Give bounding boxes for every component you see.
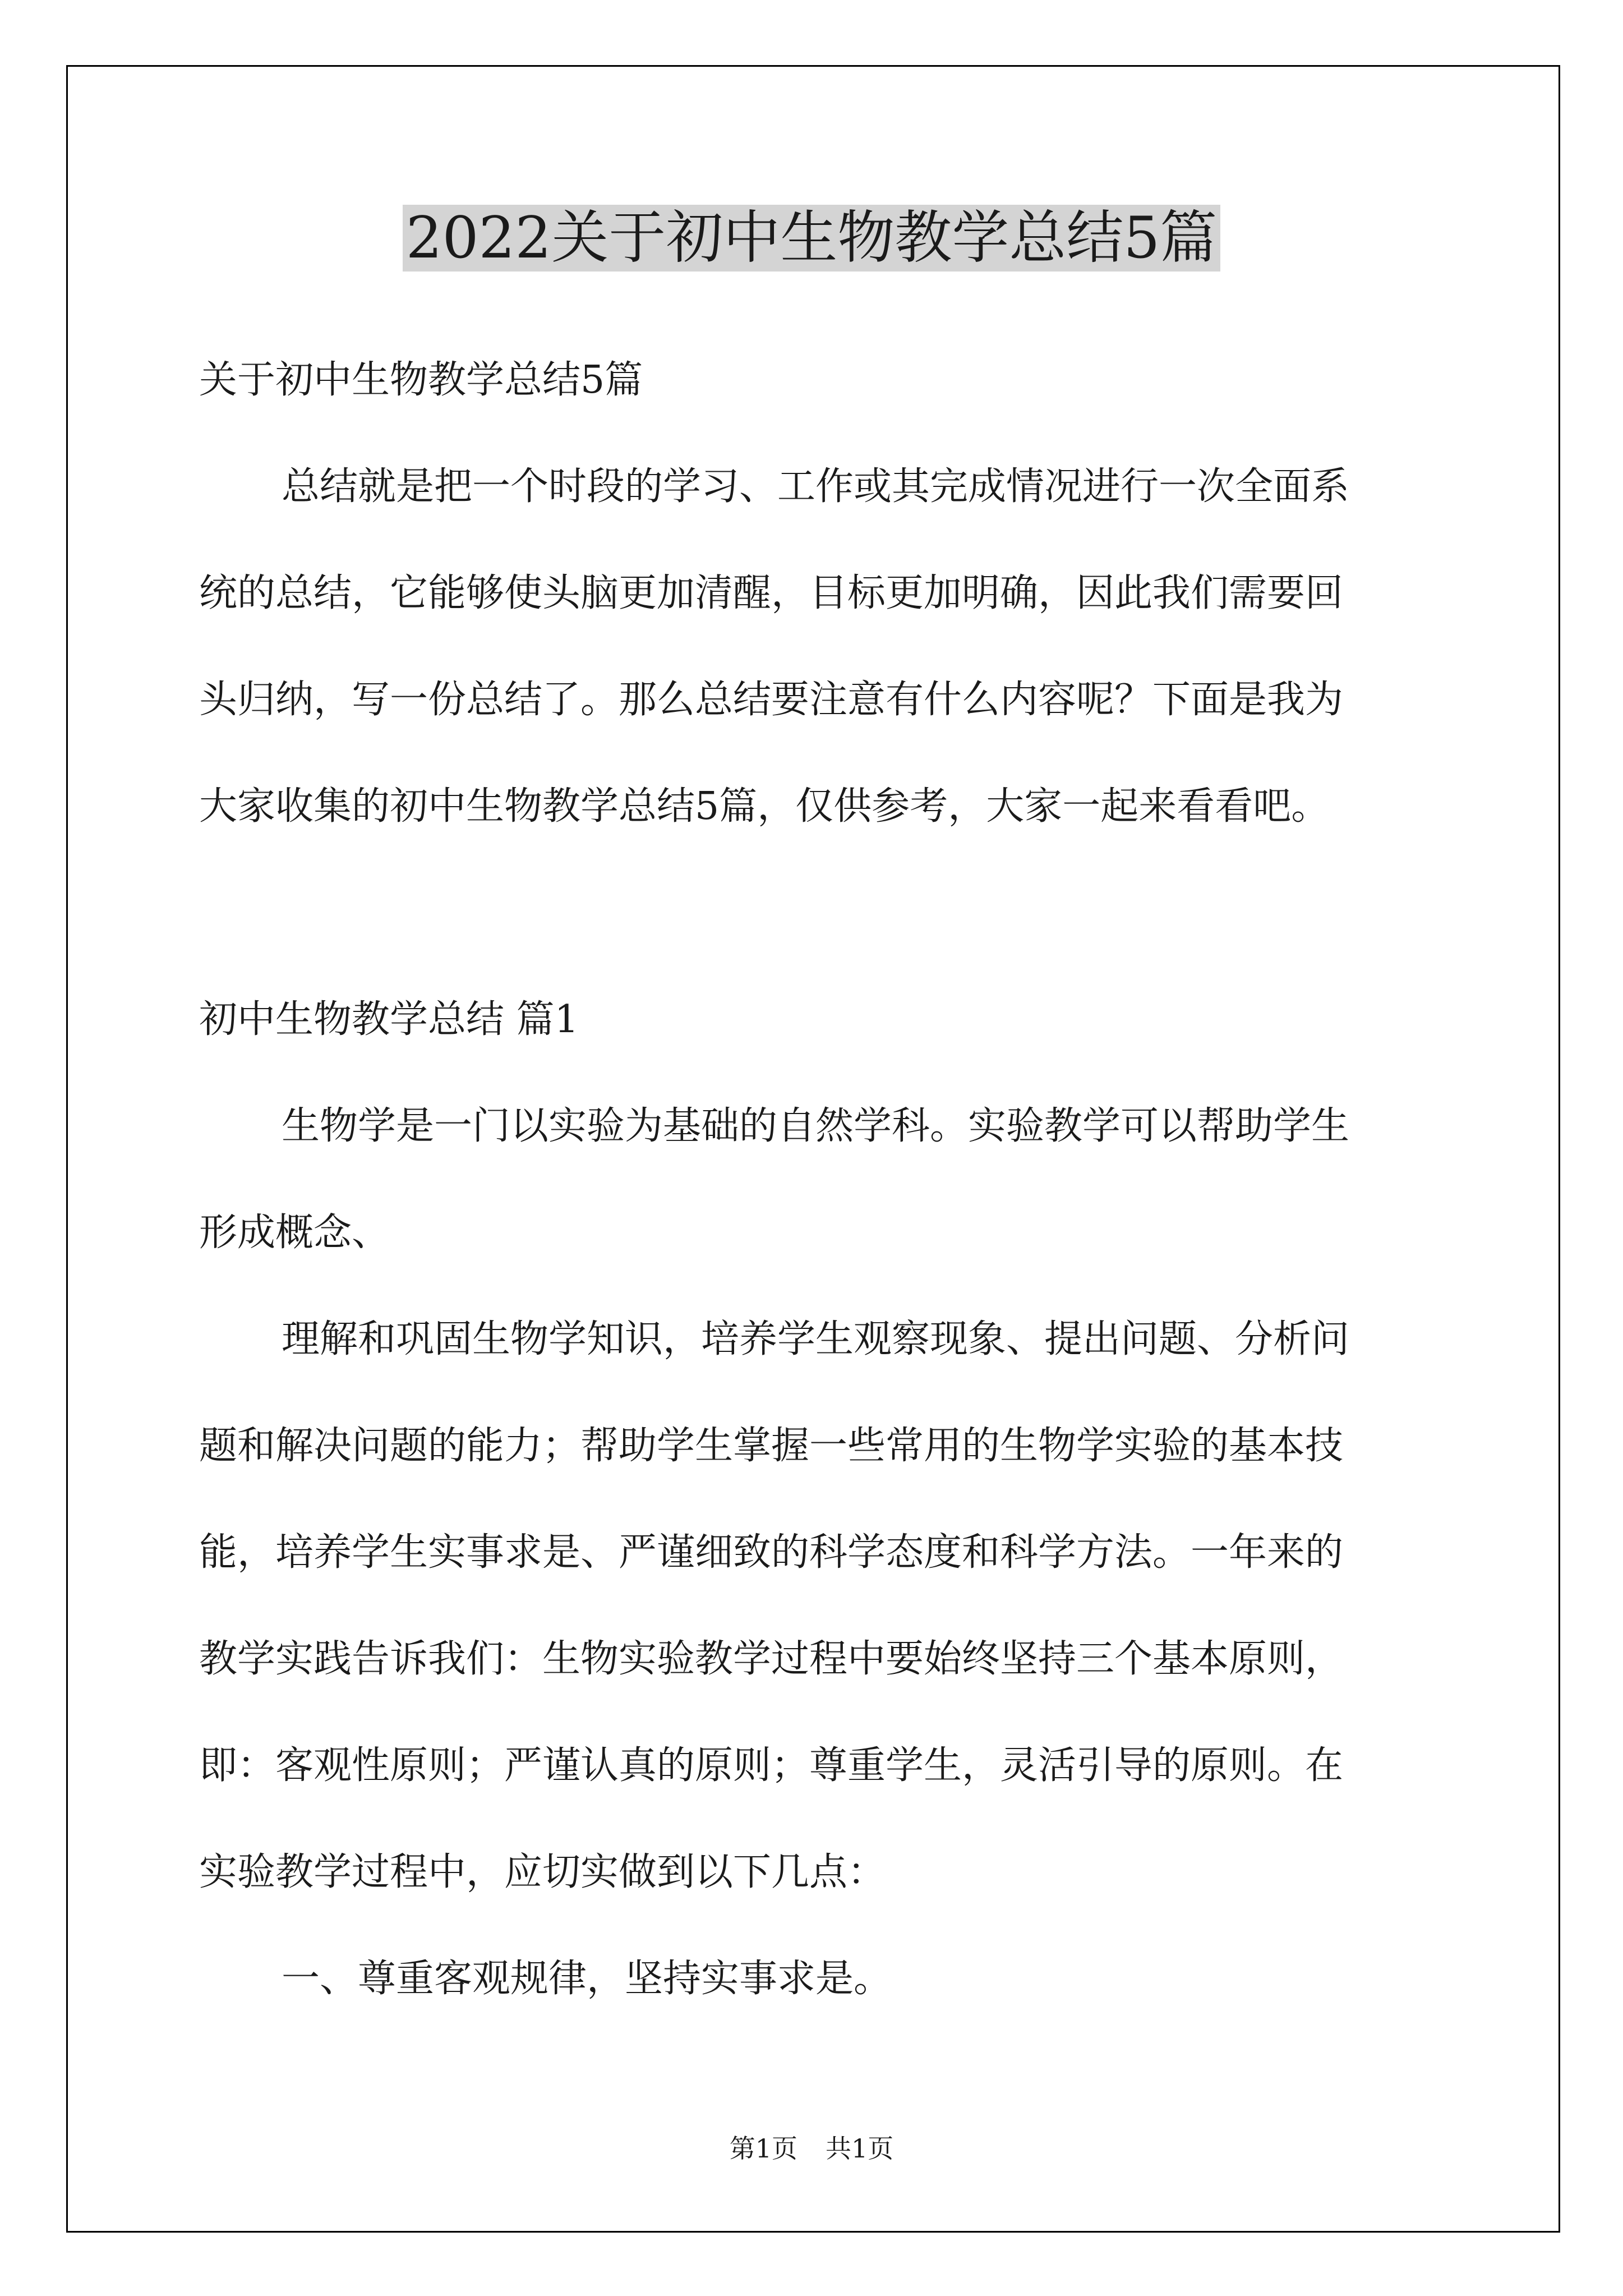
document-subtitle: 关于初中生物教学总结5篇: [199, 358, 643, 402]
page-number-total: 共1页: [826, 2133, 894, 2164]
paragraph-line: 即：客观性原则；严谨认真的原则；尊重学生，灵活引导的原则。在: [199, 1743, 1344, 1788]
intro-line: 总结就是把一个时段的学习、工作或其完成情况进行一次全面系: [282, 464, 1350, 509]
intro-line: 头归纳，写一份总结了。那么总结要注意有什么内容呢？下面是我为: [199, 678, 1344, 722]
page-number-current: 第1页: [729, 2133, 797, 2164]
paragraph-line: 形成概念、: [199, 1211, 390, 1255]
paragraph-line: 实验教学过程中，应切实做到以下几点：: [199, 1850, 886, 1894]
paragraph-line: 题和解决问题的能力；帮助学生掌握一些常用的生物学实验的基本技: [199, 1424, 1344, 1468]
document-title-text: 2022关于初中生物教学总结5篇: [403, 205, 1220, 272]
document-title: [0, 199, 1623, 278]
paragraph-line: 理解和巩固生物学知识，培养学生观察现象、提出问题、分析问: [282, 1317, 1350, 1361]
page-footer: [0, 2132, 1623, 2165]
list-point: 一、尊重客观规律，坚持实事求是。: [282, 1957, 892, 2001]
paragraph-line: 能，培养学生实事求是、严谨细致的科学态度和科学方法。一年来的: [199, 1530, 1344, 1575]
section-heading: 初中生物教学总结 篇1: [199, 997, 579, 1042]
intro-line: 大家收集的初中生物教学总结5篇，仅供参考，大家一起来看看吧。: [199, 784, 1330, 829]
paragraph-line: 生物学是一门以实验为基础的自然学科。实验教学可以帮助学生: [282, 1104, 1350, 1148]
intro-line: 统的总结，它能够使头脑更加清醒，目标更加明确，因此我们需要回: [199, 571, 1344, 615]
paragraph-line: 教学实践告诉我们：生物实验教学过程中要始终坚持三个基本原则，: [199, 1637, 1344, 1681]
